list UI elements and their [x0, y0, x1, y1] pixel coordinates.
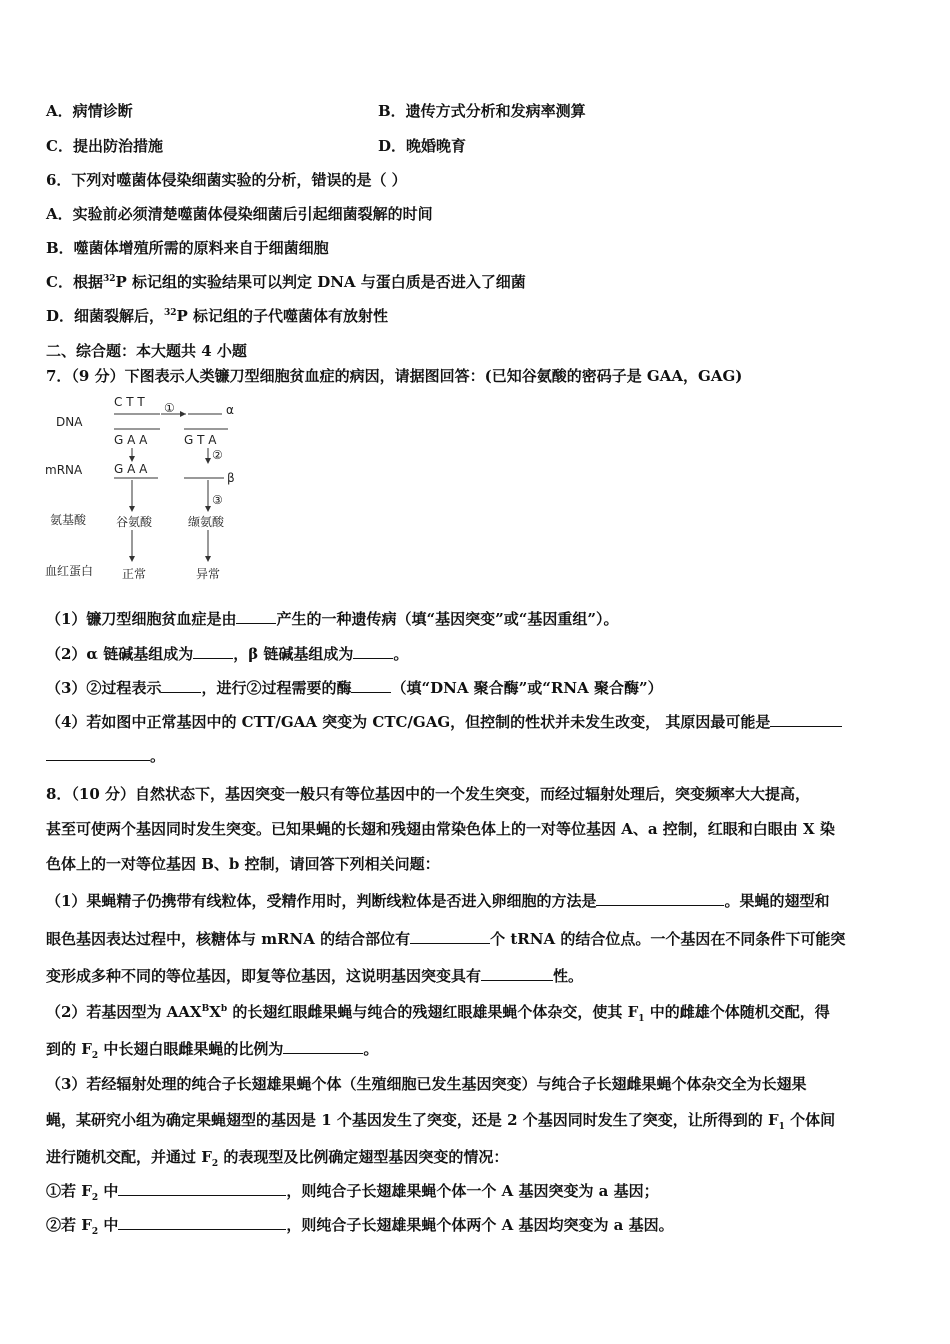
- q7-blank-2a[interactable]: [193, 644, 233, 659]
- q7-part-4-cont: 。: [46, 746, 165, 766]
- q7-blank-4b[interactable]: [46, 746, 150, 761]
- amino-acid-val: 缬氨酸: [188, 515, 225, 529]
- step-3-label: ③: [212, 493, 223, 507]
- q7-blank-3b[interactable]: [351, 678, 391, 693]
- q8-case-2: ②若 $F_2$ 中 ，则纯合子长翅雄果蝇个体两个 A 基因均突变为 a 基因。: [46, 1216, 674, 1237]
- hemoglobin-normal: 正常: [122, 567, 147, 581]
- q8-part-2-line-2: 到的 $F_2$ 中长翅白眼雌果蝇的比例为 。: [46, 1040, 379, 1061]
- q8-part-1-line-2: 眼色基因表达过程中，核糖体与 mRNA 的结合部位有 个 tRNA 的结合位点。一个基因在不同条件下可能突: [46, 930, 846, 948]
- dna-ctt: C T T: [114, 395, 145, 409]
- diagram-label-dna: DNA: [56, 415, 83, 429]
- q8-blank-1c[interactable]: [481, 966, 553, 981]
- step-2-label: ②: [212, 448, 223, 462]
- q5-option-a: A．病情诊断: [46, 102, 133, 120]
- q8-part-3-line-1: （3）若经辐射处理的纯合子长翅雄果蝇个体（生殖细胞已发生基因突变）与纯合子长翅雌果蝇个体杂交全为长翅果: [46, 1075, 807, 1093]
- q8-blank-2[interactable]: [283, 1039, 363, 1054]
- diagram-label-hemoglobin: 血红蛋白: [45, 564, 94, 578]
- step-3-arrowhead: [205, 506, 211, 512]
- q8-part-3-line-3: 进行随机交配，并通过 $F_2$ 的表现型及比例确定翅型基因突变的情况：: [46, 1148, 509, 1169]
- q5-option-c: C．提出防治措施: [46, 137, 163, 155]
- q6-option-d: D．细菌裂解后，$^{32}$P 标记组的子代噬菌体有放射性: [46, 307, 389, 325]
- mrna-gaa: G A A: [114, 462, 148, 476]
- step-1-label: ①: [164, 401, 175, 415]
- q6-option-b: B．噬菌体增殖所需的原料来自于细菌细胞: [46, 239, 329, 257]
- q5-option-d: D．晚婚晚育: [378, 137, 467, 155]
- q8-blank-1a[interactable]: [596, 891, 724, 906]
- dna-gaa: G A A: [114, 433, 148, 447]
- q5-option-b: B．遗传方式分析和发病率测算: [378, 102, 586, 120]
- q6-stem: 6．下列对噬菌体侵染细菌实验的分析，错误的是（ ）: [46, 171, 407, 189]
- q8-intro-line-1: 8．（10 分）自然状态下，基因突变一般只有等位基因中的一个发生突变，而经过辐射处理后，突变频率大大提高，: [46, 785, 811, 803]
- q6-option-c: C．根据$^{32}$P 标记组的实验结果可以判定 DNA 与蛋白质是否进入了细菌: [46, 273, 526, 291]
- protein-arrowhead-normal: [129, 556, 135, 562]
- q8-intro-line-2: 甚至可使两个基因同时发生突变。已知果蝇的长翅和残翅由常染色体上的一对等位基因 A、a 控制，红眼和白眼由 X 染: [46, 820, 835, 838]
- q7-part-2: （2）α 链碱基组成为 ，β 链碱基组成为 。: [46, 645, 409, 663]
- q7-stem: 7．（9 分）下图表示人类镰刀型细胞贫血症的病因，请据图回答：(已知谷氨酸的密码子是 GAA，GAG): [46, 367, 743, 385]
- protein-arrowhead-abnormal: [205, 556, 211, 562]
- q7-part-1: （1）镰刀型细胞贫血症是由 产生的一种遗传病（填“基因突变”或“基因重组”）。: [46, 610, 619, 628]
- q7-part-3: （3）②过程表示 ，进行②过程需要的酶 （填“DNA 聚合酶”或“RNA 聚合酶”）: [46, 679, 663, 697]
- q7-part-4: （4）若如图中正常基因中的 CTT/GAA 突变为 CTC/GAG，但控制的性状并未发生改变， 其原因最可能是: [46, 712, 842, 732]
- q8-blank-3a[interactable]: [118, 1181, 286, 1196]
- step-2-arrowhead: [205, 458, 211, 464]
- q8-case-1: ①若 $F_2$ 中 ，则纯合子长翅雄果蝇个体一个 A 基因突变为 a 基因；: [46, 1182, 659, 1203]
- q8-part-2-line-1: （2）若基因型为 $AAX^BX^b$ 的长翅红眼雌果蝇与纯合的残翅红眼雄果蝇个体杂交，使其 $F_1$ 中的雌雄个体随机交配，得: [46, 1003, 830, 1024]
- sickle-cell-diagram: [40, 392, 260, 587]
- section-heading: 二、综合题：本大题共 4 小题: [46, 342, 247, 360]
- q8-blank-1b[interactable]: [410, 929, 490, 944]
- q7-blank-2b[interactable]: [353, 644, 393, 659]
- step-1-arrowhead: [180, 411, 186, 417]
- q8-intro-line-3: 色体上的一对等位基因 B、b 控制，请回答下列相关问题：: [46, 855, 440, 873]
- q7-blank-3a[interactable]: [161, 678, 201, 693]
- q8-part-1-line-1: （1）果蝇精子仍携带有线粒体，受精作用时，判断线粒体是否进入卵细胞的方法是 。果蝇的翅型和: [46, 892, 830, 910]
- dna-gta: G T A: [184, 433, 217, 447]
- amino-acid-glu: 谷氨酸: [116, 515, 153, 529]
- diagram-label-mrna: mRNA: [45, 463, 83, 477]
- alpha-label: α: [226, 403, 234, 417]
- q7-blank-1[interactable]: [236, 609, 276, 624]
- q8-blank-3b[interactable]: [118, 1215, 286, 1230]
- q8-part-3-line-2: 蝇，某研究小组为确定果蝇翅型的基因是 1 个基因发生了突变，还是 2 个基因同时发生了突变，让所得到的 $F_1$ 个体间: [46, 1111, 836, 1132]
- q8-part-1-line-3: 变形成多种不同的等位基因，即复等位基因，这说明基因突变具有 性。: [46, 967, 584, 985]
- hemoglobin-abnormal: 异常: [196, 567, 221, 581]
- diagram-label-amino-acid: 氨基酸: [50, 513, 87, 527]
- q6-option-a: A．实验前必须清楚噬菌体侵染细菌后引起细菌裂解的时间: [46, 205, 433, 223]
- q7-blank-4a[interactable]: [770, 712, 842, 727]
- beta-label: β: [227, 471, 235, 485]
- translation-arrowhead-normal: [129, 506, 135, 512]
